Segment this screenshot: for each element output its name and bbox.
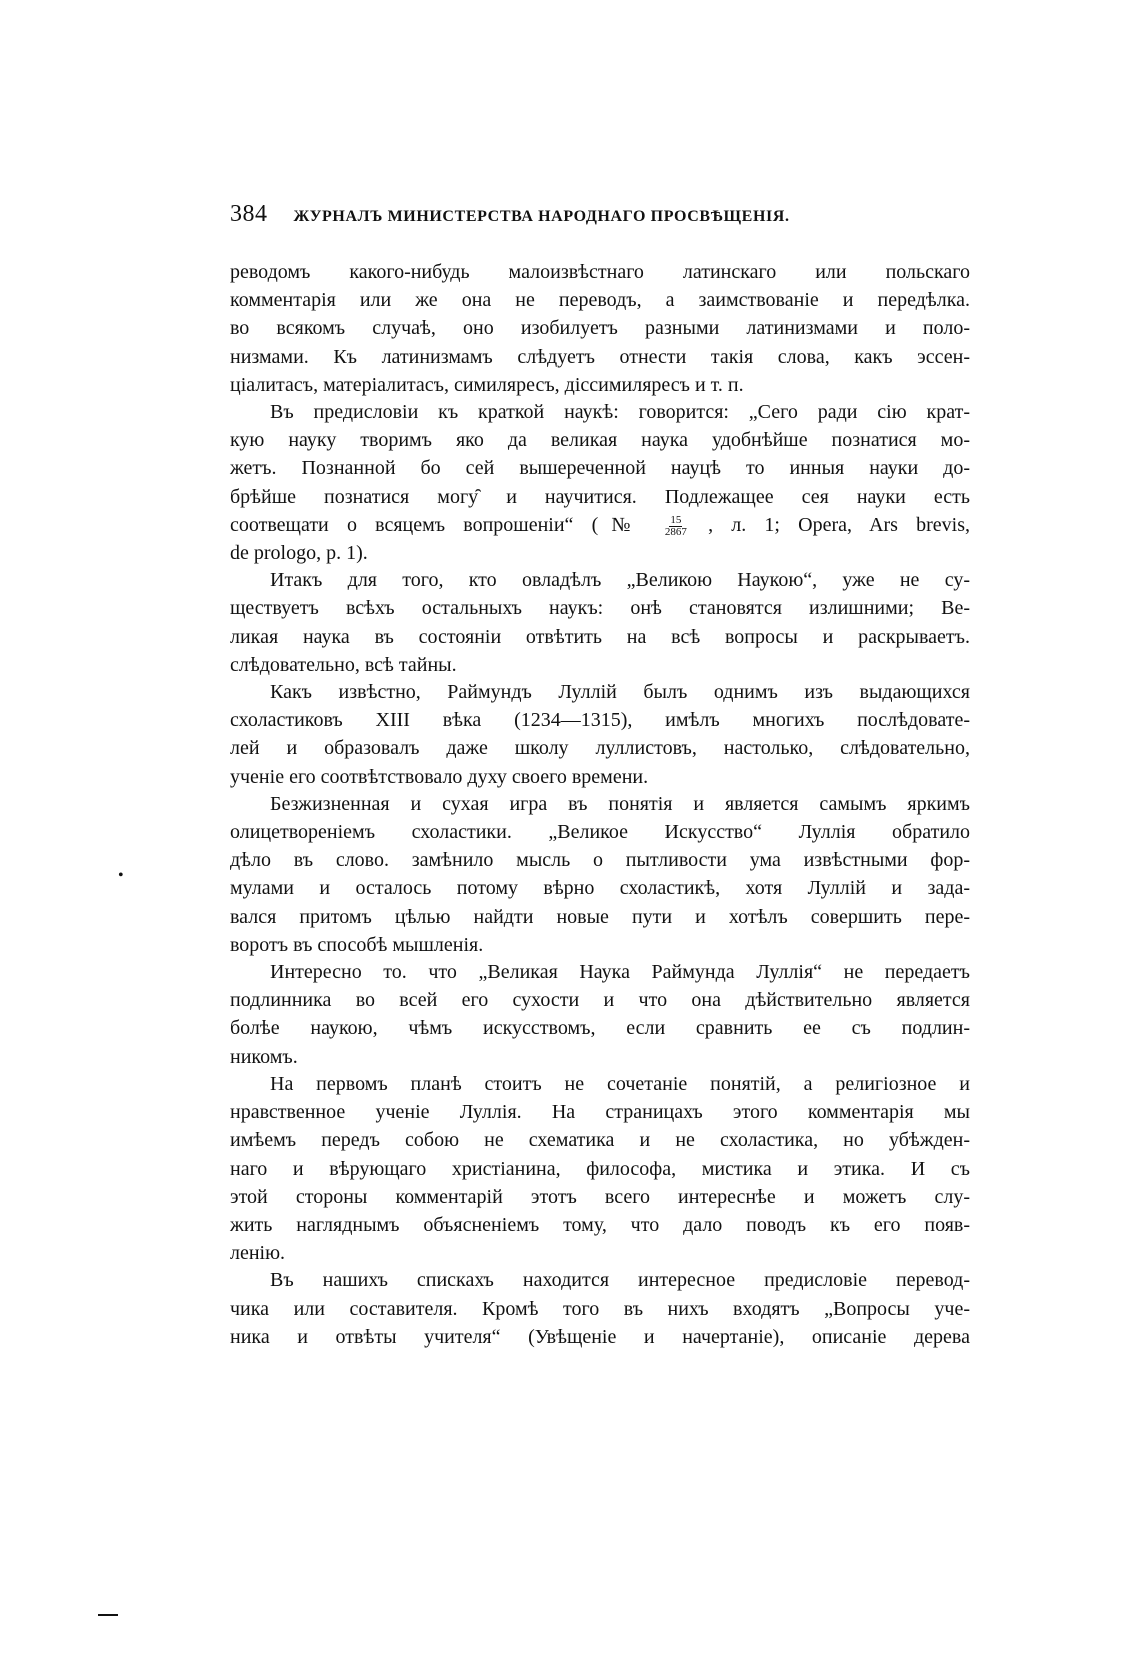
text-line: На первомъ планѣ стоитъ не сочетаніе понятій, а религіозное и [270, 1072, 970, 1095]
text-line: Въ нашихъ спискахъ находится интересное предисловіе перевод- [270, 1269, 970, 1292]
text-line: во всякомъ случаѣ, оно изобилуетъ разными латинизмами и поло- [230, 317, 970, 340]
text-line: комментарія или же она не переводъ, а заимствованіе и передѣлка. [230, 289, 970, 312]
text-line: ученіе его соотвѣтствовало духу своего времени. [230, 765, 649, 788]
text-line: ществуетъ всѣхъ остальныхъ наукъ: онѣ становятся излишними; Ве- [230, 597, 970, 620]
text-line: никомъ. [230, 1045, 298, 1068]
fraction-numerator: 15 [670, 513, 682, 526]
text-line: жить нагляднымъ объясненіемъ тому, что дало поводъ къ его появ- [230, 1213, 970, 1236]
body-text [230, 259, 970, 1351]
paragraph-1 [230, 259, 970, 399]
text-line: мулами и осталось потому вѣрно схоластикѣ, хотя Луллій и зада- [230, 877, 970, 900]
paragraph-3 [230, 567, 970, 679]
paragraph-6 [230, 959, 970, 1071]
text-line: болѣе наукою, чѣмъ искусствомъ, если сравнить ее съ подлин- [230, 1017, 970, 1040]
paragraph-2 [230, 399, 970, 567]
fraction-denominator: 2867 [664, 525, 687, 538]
margin-bullet: • [118, 867, 124, 884]
paragraph-5 [230, 791, 970, 959]
text-line: нравственное ученіе Луллія. На страницахъ этого комментарія мы [230, 1101, 970, 1124]
margin-dash [98, 1614, 118, 1616]
paragraph-4 [230, 679, 970, 791]
text-line: Итакъ для того, кто овладѣлъ „Великою Наукою“, уже не су- [270, 569, 970, 592]
text-line: наго и вѣрующаго христіанина, философа, мистика и этика. И съ [230, 1157, 970, 1180]
formula-before: соотвещати о всяцемъ вопрошеніи“ (№ [230, 513, 644, 536]
running-head [230, 201, 970, 235]
text-line: брѣйше познатися могу̑ и научитися. Подлежащее сея науки есть [230, 485, 970, 508]
text-line: схоластиковъ XIII вѣка (1234—1315), имѣлъ многихъ послѣдовате- [230, 709, 970, 732]
text-line: низмами. Къ латинизмамъ слѣдуетъ отнести такія слова, какъ эссен- [230, 345, 970, 368]
text-line: олицетвореніемъ схоластики. „Великое Искусство“ Луллія обратило [230, 821, 970, 844]
text-line: чика или составителя. Кромѣ того въ нихъ входятъ „Вопросы уче- [230, 1297, 970, 1320]
text-line: слѣдовательно, всѣ тайны. [230, 653, 457, 676]
text-line: Интересно то. что „Великая Наука Раймунда Луллія“ не передаетъ [270, 961, 970, 984]
text-line: лей и образовалъ даже школу луллистовъ, настолько, слѣдовательно, [230, 737, 970, 760]
text-line: имѣемъ передъ собою не схематика и не схоластика, но убѣжден- [230, 1129, 970, 1152]
journal-title: ЖУРНАЛЪ МИНИСТЕРСТВА НАРОДНАГО ПРОСВѢЩЕНІЯ. [293, 208, 790, 225]
text-line: Безжизненная и сухая игра въ понятія и является самымъ яркимъ [270, 792, 970, 815]
text-line: подлинника во всей его сухости и что она дѣйствительно является [230, 989, 970, 1012]
formula-after: , л. 1; Opera, Ars brevis, [708, 513, 971, 536]
text-line: Какъ извѣстно, Раймундъ Луллій былъ однимъ изъ выдающихся [270, 681, 970, 704]
text-line: кую науку творимъ яко да великая наука удобнѣйше познатися мо- [230, 429, 970, 452]
text-line: вался притомъ цѣлью найдти новые пути и хотѣлъ совершить пере- [230, 905, 970, 928]
text-line: жетъ. Познанной бо сей вышереченной науцѣ то инныя науки до- [230, 457, 970, 480]
text-line: de prologo, p. 1). [230, 542, 368, 565]
text-line: дѣло въ слово. замѣнило мысль о пытливости ума извѣстными фор- [230, 849, 970, 872]
formula-line [230, 512, 970, 539]
shelfmark-fraction [664, 515, 688, 538]
text-line: Въ предисловіи къ краткой наукѣ: говорится: „Сего ради сію крат- [270, 401, 970, 424]
paragraph-7 [230, 1071, 970, 1267]
page-number: 384 [230, 201, 268, 227]
text-line: ликая наука въ состояніи отвѣтить на всѣ вопросы и раскрываетъ. [230, 625, 970, 648]
text-line: реводомъ какого-нибудь малоизвѣстнаго латинскаго или польскаго [230, 261, 970, 283]
text-line: ника и отвѣты учителя“ (Увѣщеніе и начертаніе), описаніе дерева [230, 1325, 970, 1348]
text-line: воротъ въ способѣ мышленія. [230, 933, 484, 956]
paragraph-8 [230, 1267, 970, 1351]
text-line: ленію. [230, 1242, 286, 1265]
text-line: этой стороны комментарій этотъ всего интереснѣе и можетъ слу- [230, 1185, 970, 1208]
text-line: ціалитасъ, матеріалитасъ, симиляресъ, діссимиляресъ и т. п. [230, 373, 744, 396]
